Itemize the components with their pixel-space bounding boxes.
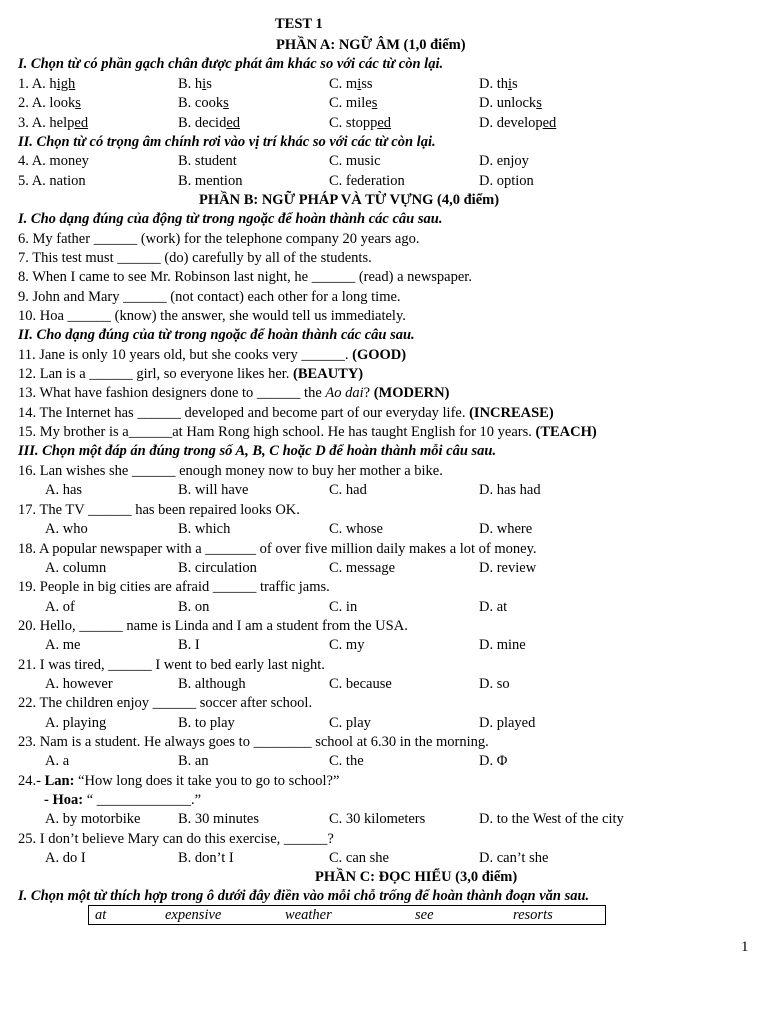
instruction-a2: II. Chọn từ có trọng âm chính rơi vào vị trí khác so với các từ còn lại. bbox=[18, 134, 436, 150]
instruction-b3: III. Chọn một đáp án đúng trong số A, B, C hoặc D để hoàn thành mỗi câu sau. bbox=[18, 443, 497, 459]
options-18: A. column B. circulation C. message D. review bbox=[45, 560, 537, 576]
options-17: A. who B. which C. whose D. where bbox=[45, 521, 533, 537]
question-row-4: 4. A. money B. student C. music D. enjoy bbox=[18, 153, 529, 169]
instruction-b2: II. Cho dạng đúng của từ trong ngoặc để hoàn thành các câu sau. bbox=[18, 327, 415, 343]
part-c-heading: PHẦN C: ĐỌC HIỂU (3,0 điểm) bbox=[315, 869, 518, 885]
instruction-c1: I. Chọn một từ thích hợp trong ô dưới đây điền vào mỗi chỗ trống để hoàn thành đoạn văn sau. bbox=[18, 888, 590, 904]
question-23: 23. Nam is a student. He always goes to ________ school at 6.30 in the morning. bbox=[18, 734, 489, 750]
question-21: 21. I was tired, ______ I went to bed early last night. bbox=[18, 657, 325, 673]
word-box-item: at bbox=[95, 907, 107, 923]
options-25: A. do I B. don’t I C. can she D. can’t she bbox=[45, 850, 549, 866]
question-row-3: 3. A. helped B. decided C. stopped D. developed bbox=[18, 115, 557, 131]
options-24: A. by motorbike B. 30 minutes C. 30 kilometers D. to the West of the city bbox=[45, 811, 624, 827]
question-8: 8. When I came to see Mr. Robinson last night, he ______ (read) a newspaper. bbox=[18, 269, 472, 285]
word-box bbox=[88, 905, 606, 925]
question-6: 6. My father ______ (work) for the telephone company 20 years ago. bbox=[18, 231, 420, 247]
options-23: A. a B. an C. the D. Φ bbox=[45, 753, 508, 769]
question-24: 24.- Lan: “How long does it take you to go to school?” bbox=[18, 773, 340, 789]
test-title: TEST 1 bbox=[275, 16, 323, 32]
question-12: 12. Lan is a ______ girl, so everyone likes her. (BEAUTY) bbox=[18, 366, 364, 382]
question-24-reply: - Hoa: “ _____________.” bbox=[44, 792, 202, 808]
question-18: 18. A popular newspaper with a _______ of over five million daily makes a lot of money. bbox=[18, 541, 537, 557]
question-row-2: 2. A. looks B. cooks C. miles D. unlocks bbox=[18, 95, 542, 111]
part-a-heading: PHẦN A: NGỮ ÂM (1,0 điểm) bbox=[276, 37, 466, 53]
question-14: 14. The Internet has ______ developed and become part of our everyday life. (INCREASE) bbox=[18, 405, 554, 421]
instruction-b1: I. Cho dạng đúng của động từ trong ngoặc để hoàn thành các câu sau. bbox=[18, 211, 443, 227]
options-16: A. has B. will have C. had D. has had bbox=[45, 482, 541, 498]
question-19: 19. People in big cities are afraid ______ traffic jams. bbox=[18, 579, 330, 595]
options-22: A. playing B. to play C. play D. played bbox=[45, 715, 536, 731]
part-b-heading: PHẦN B: NGỮ PHÁP VÀ TỪ VỰNG (4,0 điểm) bbox=[199, 192, 500, 208]
question-15: 15. My brother is a______at Ham Rong high school. He has taught English for 10 years. (TEACH) bbox=[18, 424, 597, 440]
options-20: A. me B. I C. my D. mine bbox=[45, 637, 526, 653]
question-row-1: 1. A. high B. his C. miss D. this bbox=[18, 76, 518, 92]
question-11: 11. Jane is only 10 years old, but she cooks very ______. (GOOD) bbox=[18, 347, 407, 363]
question-17: 17. The TV ______ has been repaired looks OK. bbox=[18, 502, 300, 518]
question-16: 16. Lan wishes she ______ enough money now to buy her mother a bike. bbox=[18, 463, 443, 479]
question-7: 7. This test must ______ (do) carefully by all of the students. bbox=[18, 250, 372, 266]
question-25: 25. I don’t believe Mary can do this exercise, ______? bbox=[18, 831, 334, 847]
word-box-item: weather bbox=[285, 907, 332, 923]
instruction-a1: I. Chọn từ có phần gạch chân được phát âm khác so với các từ còn lại. bbox=[18, 56, 444, 72]
question-9: 9. John and Mary ______ (not contact) each other for a long time. bbox=[18, 289, 401, 305]
word-box-item: resorts bbox=[513, 907, 553, 923]
question-13: 13. What have fashion designers done to ______ the Ao dai? (MODERN) bbox=[18, 385, 450, 401]
options-19: A. of B. on C. in D. at bbox=[45, 599, 508, 615]
question-22: 22. The children enjoy ______ soccer after school. bbox=[18, 695, 313, 711]
question-row-5: 5. A. nation B. mention C. federation D. option bbox=[18, 173, 534, 189]
options-21: A. however B. although C. because D. so bbox=[45, 676, 510, 692]
page-number: 1 bbox=[741, 939, 749, 955]
question-20: 20. Hello, ______ name is Linda and I am a student from the USA. bbox=[18, 618, 408, 634]
question-10: 10. Hoa ______ (know) the answer, she would tell us immediately. bbox=[18, 308, 406, 324]
word-box-item: see bbox=[415, 907, 434, 923]
word-box-item: expensive bbox=[165, 907, 222, 923]
